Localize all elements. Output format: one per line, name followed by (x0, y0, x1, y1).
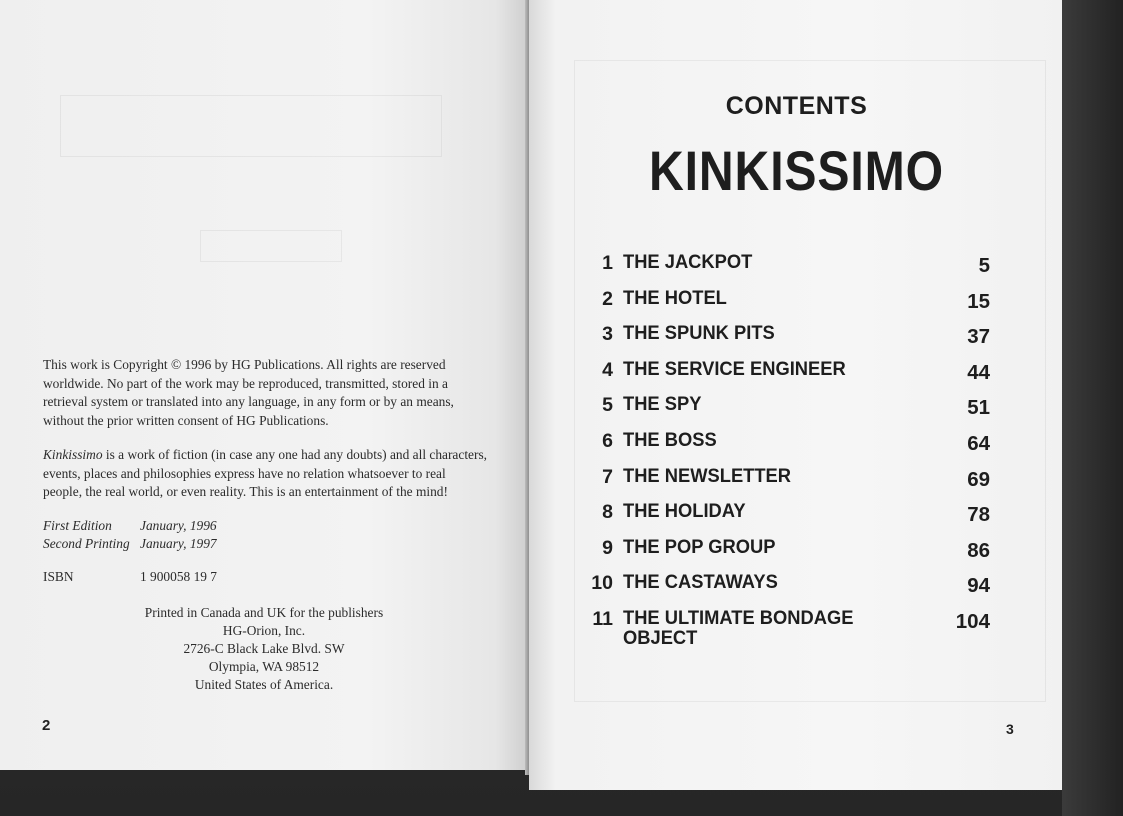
table-of-contents (585, 252, 990, 652)
chapter-page: 64 (967, 431, 990, 455)
toc-entry (585, 572, 990, 608)
edition-date: January, 1996 (140, 518, 217, 533)
chapter-title: THE SERVICE ENGINEER (623, 357, 846, 380)
chapter-number: 8 (602, 501, 613, 524)
page-number-left: 2 (42, 717, 51, 734)
edition-row (43, 535, 217, 553)
contents-heading: CONTENTS (725, 92, 868, 120)
toc-entry (585, 537, 990, 573)
edition-history (43, 517, 217, 553)
isbn-line (43, 569, 217, 585)
chapter-page: 37 (967, 325, 990, 349)
chapter-number: 2 (602, 287, 613, 310)
edition-row (43, 517, 217, 535)
chapter-number: 9 (602, 536, 613, 559)
toc-entry (585, 252, 990, 288)
chapter-number: 5 (602, 394, 613, 417)
chapter-page: 94 (967, 574, 990, 598)
toc-entry (585, 466, 990, 502)
fiction-disclaimer (43, 446, 488, 502)
toc-entry (585, 359, 990, 395)
page-number-right: 3 (1006, 721, 1014, 737)
chapter-page: 78 (967, 503, 990, 527)
chapter-title: THE BOSS (623, 428, 717, 451)
chapter-number: 6 (602, 429, 613, 452)
publisher-line: 2726-C Black Lake Blvd. SW (183, 641, 345, 656)
fiction-disclaimer-text: is a work of fiction (in case any one had any doubts) and all characters, events, places and philosophies express have no relation whatsoever to real people, the real world, or even reality. This is an entertainment of the mind! (43, 447, 488, 499)
chapter-title: THE POP GROUP (623, 535, 776, 558)
toc-entry (585, 394, 990, 430)
toc-entry (585, 608, 990, 652)
publisher-line: Olympia, WA 98512 (208, 659, 320, 674)
show-through-ghost (60, 95, 442, 157)
toc-entry (585, 288, 990, 324)
isbn-label: ISBN (43, 569, 74, 584)
chapter-title: THE JACKPOT (623, 251, 753, 273)
edition-label: Second Printing (43, 536, 130, 551)
publisher-address (130, 604, 398, 694)
chapter-number: 3 (602, 323, 613, 346)
chapter-page: 15 (967, 289, 990, 313)
book-title: KINKISSIMO (649, 139, 944, 202)
chapter-title: THE ULTIMATE BONDAGE OBJECT (623, 606, 854, 649)
chapter-page: 69 (967, 467, 990, 491)
chapter-title: THE HOTEL (623, 286, 727, 309)
page-edge-shadow (1062, 0, 1123, 816)
chapter-title: THE NEWSLETTER (623, 464, 792, 487)
chapter-number: 11 (592, 607, 613, 630)
edition-date: January, 1997 (140, 536, 217, 551)
chapter-number: 7 (602, 465, 613, 488)
toc-entry (585, 501, 990, 537)
chapter-page: 51 (967, 396, 990, 420)
chapter-title: THE SPUNK PITS (623, 322, 775, 345)
isbn-value: 1 900058 19 7 (140, 569, 217, 584)
chapter-page: 86 (967, 538, 990, 562)
toc-entry (585, 323, 990, 359)
chapter-number: 4 (602, 358, 613, 381)
fiction-book-title: Kinkissimo (43, 447, 103, 462)
copyright-notice: This work is Copyright © 1996 by HG Publications. All rights are reserved worldwide. No part of the work may be reproduced, transmitted, stored in a retrieval system or translated into any language, in any form or by an means, without the prior written consent of HG Publications. (43, 357, 454, 428)
chapter-page: 5 (978, 254, 990, 277)
edition-label: First Edition (43, 518, 112, 533)
chapter-title: THE CASTAWAYS (623, 571, 778, 594)
toc-entry (585, 430, 990, 466)
chapter-number: 10 (591, 572, 613, 595)
publisher-line: Printed in Canada and UK for the publishers (144, 605, 384, 620)
chapter-title: THE SPY (623, 393, 702, 416)
publisher-line: HG-Orion, Inc. (222, 623, 306, 638)
publisher-line: United States of America. (194, 677, 334, 692)
chapter-number: 1 (602, 252, 613, 274)
chapter-page: 104 (955, 609, 990, 633)
chapter-title: THE HOLIDAY (623, 500, 746, 523)
chapter-page: 44 (967, 360, 990, 384)
show-through-ghost (200, 230, 342, 262)
